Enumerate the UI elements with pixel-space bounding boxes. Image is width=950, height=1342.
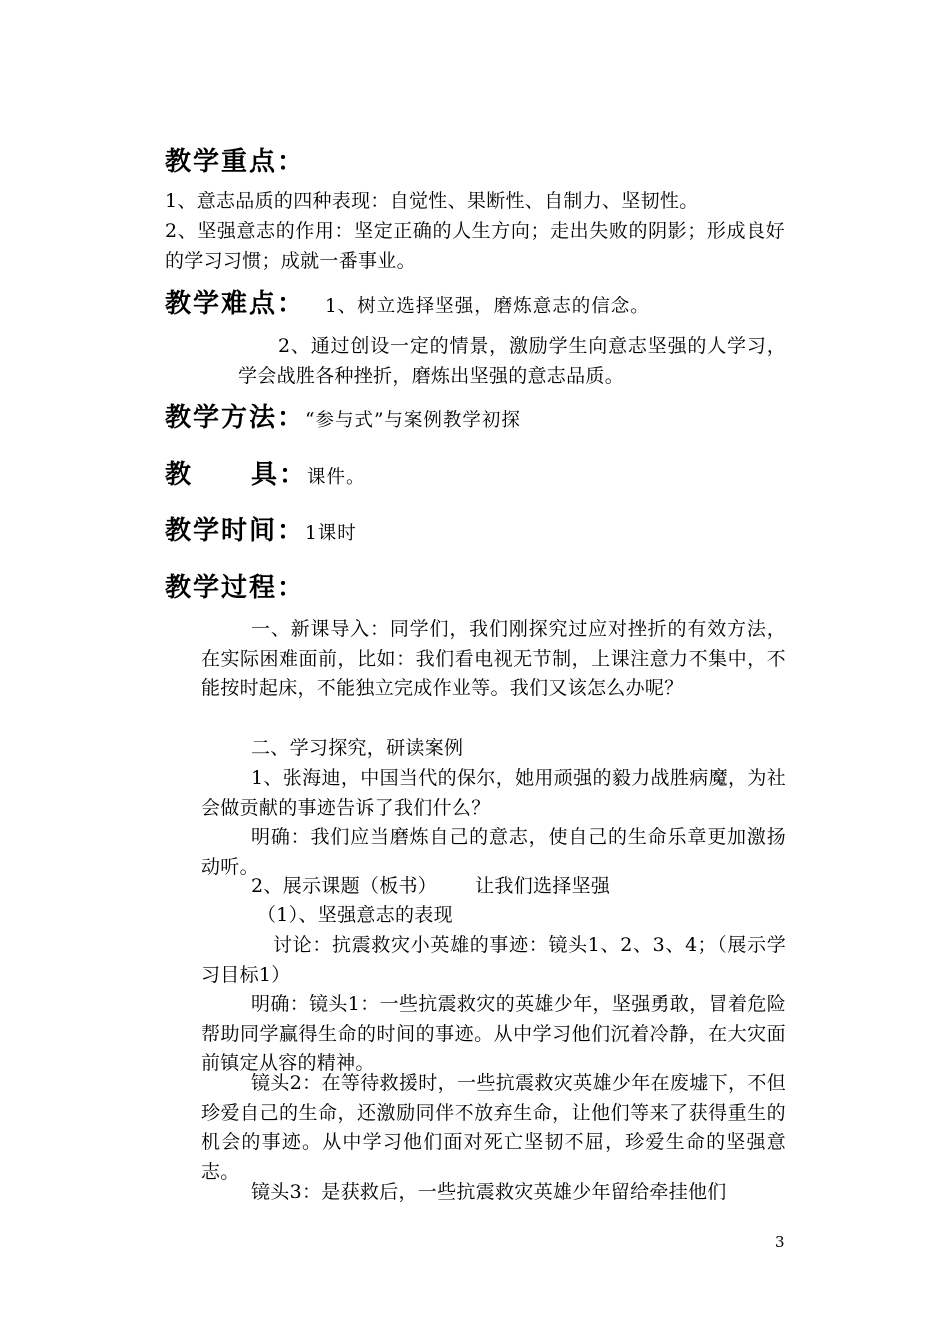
difficulties-heading	[165, 288, 650, 323]
tools-text: 课件。	[307, 467, 366, 488]
process-paragraph-subtopic: （1）、坚强意志的表现	[257, 904, 453, 926]
process-paragraph-case1: 1、张海迪，中国当代的保尔，她用顽强的毅力战胜病魔，为社会做贡献的事迹告诉了我们什么？	[201, 767, 786, 819]
time-heading	[165, 515, 357, 550]
process-paragraph-scene3: 镜头3：是获救后，一些抗震救灾英雄少年留给牵挂他们	[251, 1181, 727, 1203]
time-text: 1课时	[305, 523, 357, 544]
difficulty-2: 2、通过创设一定的情景，激励学生向意志坚强的人学习，学会战胜各种挫折，磨炼出坚强的意志品质。	[238, 335, 786, 387]
page-number: 3	[775, 1233, 785, 1251]
key-point-1: 1、意志品质的四种表现：自觉性、果断性、自制力、坚韧性。	[165, 190, 699, 212]
difficulty-1: 1、树立选择坚强，磨炼意志的信念。	[325, 296, 650, 317]
method-heading	[165, 402, 521, 437]
method-heading-label: 教学方法：	[165, 403, 306, 433]
process-paragraph-scene2: 镜头2：在等待救援时，一些抗震救灾英雄少年在废墟下，不但珍爱自己的生命，还激励同伴不放弃生命，让他们等来了获得重生的机会的事迹。从中学习他们面对死亡坚韧不屈，珍爱生命的坚强意志。	[201, 1072, 786, 1184]
method-text: “参与式”与案例教学初探	[305, 410, 521, 431]
key-point-2: 2、坚强意志的作用：坚定正确的人生方向；走出失败的阴影；形成良好的学习习惯；成就一番事业。	[165, 220, 785, 272]
tools-heading-char2: 具：	[251, 460, 308, 490]
key-points-heading: 教学重点：	[165, 147, 306, 177]
process-paragraph-clarify1: 明确：我们应当磨炼自己的意志，使自己的生命乐章更加激扬动听。	[201, 826, 786, 878]
process-paragraph-scene1: 明确：镜头1：一些抗震救灾的英雄少年，坚强勇敢，冒着危险帮助同学赢得生命的时间的事迹。从中学习他们沉着冷静，在大灾面前镇定从容的精神。	[201, 993, 786, 1075]
process-paragraph-discussion: 讨论：抗震救灾小英雄的事迹：镜头1、2、3、4；（展示学习目标1）	[201, 934, 786, 986]
difficulties-heading-label: 教学难点：	[165, 289, 306, 319]
tools-heading	[165, 459, 366, 494]
process-heading: 教学过程：	[165, 573, 306, 603]
process-paragraph-explore: 二、学习探究，研读案例	[251, 737, 464, 759]
tools-heading-char1: 教	[165, 460, 194, 490]
process-paragraph-topic: 2、展示课题（板书） 让我们选择坚强	[251, 875, 611, 897]
time-heading-label: 教学时间：	[165, 516, 306, 546]
process-paragraph-intro: 一、新课导入：同学们，我们刚探究过应对挫折的有效方法，在实际困难面前，比如：我们看电视无节制，上课注意力不集中，不能按时起床，不能独立完成作业等。我们又该怎么办呢？	[201, 618, 786, 700]
